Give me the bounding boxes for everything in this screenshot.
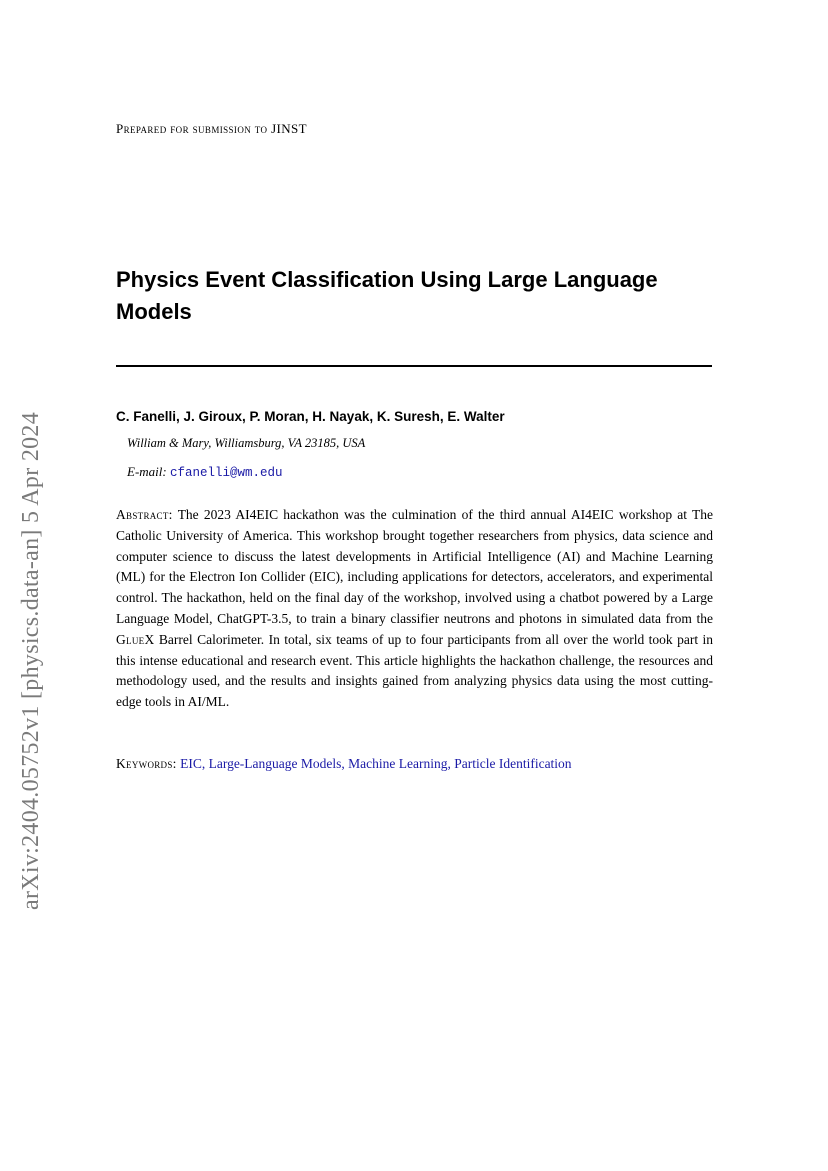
abstract-label: Abstract:	[116, 507, 173, 522]
abstract	[116, 505, 713, 713]
arxiv-identifier-stamp: arXiv:2404.05752v1 [physics.data-an] 5 Apr 2024	[18, 411, 44, 910]
keywords-line	[116, 756, 572, 772]
keywords-label: Keywords:	[116, 756, 177, 771]
affiliation: William & Mary, Williamsburg, VA 23185, USA	[127, 436, 366, 450]
keywords-links[interactable]: EIC, Large-Language Models, Machine Learning, Particle Identification	[180, 756, 572, 771]
abstract-text-part2: Barrel Calorimeter. In total, six teams of up to four participants from all over the world took part in this intense educational and research event. This article highlights the hackathon challenge, the resources and methodology used, and the results and insights gained from analyzing physics data using the most cutting-edge tools in AI/ML.	[116, 631, 714, 710]
email-line	[127, 464, 283, 480]
title-divider	[116, 365, 712, 367]
email-link[interactable]: cfanelli@wm.edu	[169, 466, 283, 480]
submission-note: Prepared for submission to JINST	[116, 121, 308, 136]
author-list: C. Fanelli, J. Giroux, P. Moran, H. Nayak, K. Suresh, E. Walter	[116, 409, 505, 424]
gluex-name: GlueX	[116, 631, 155, 647]
email-label: E-mail:	[127, 464, 167, 479]
paper-title: Physics Event Classification Using Large Language Models	[116, 267, 658, 324]
abstract-text-part1: The 2023 AI4EIC hackathon was the culmination of the third annual AI4EIC workshop at The Catholic University of America. This workshop brought together researchers from physics, data science and computer science to discuss the latest developments in Artificial Intelligence (AI) and Machine Learning (ML) for the Electron Ion Collider (EIC), including applications for detectors, accelerators, and experimental control. The hackathon, held on the final day of the workshop, involved using a chatbot powered by a Large Language Model, ChatGPT-3.5, to train a binary classifier neutrons and photons in simulated data from the	[116, 507, 713, 626]
